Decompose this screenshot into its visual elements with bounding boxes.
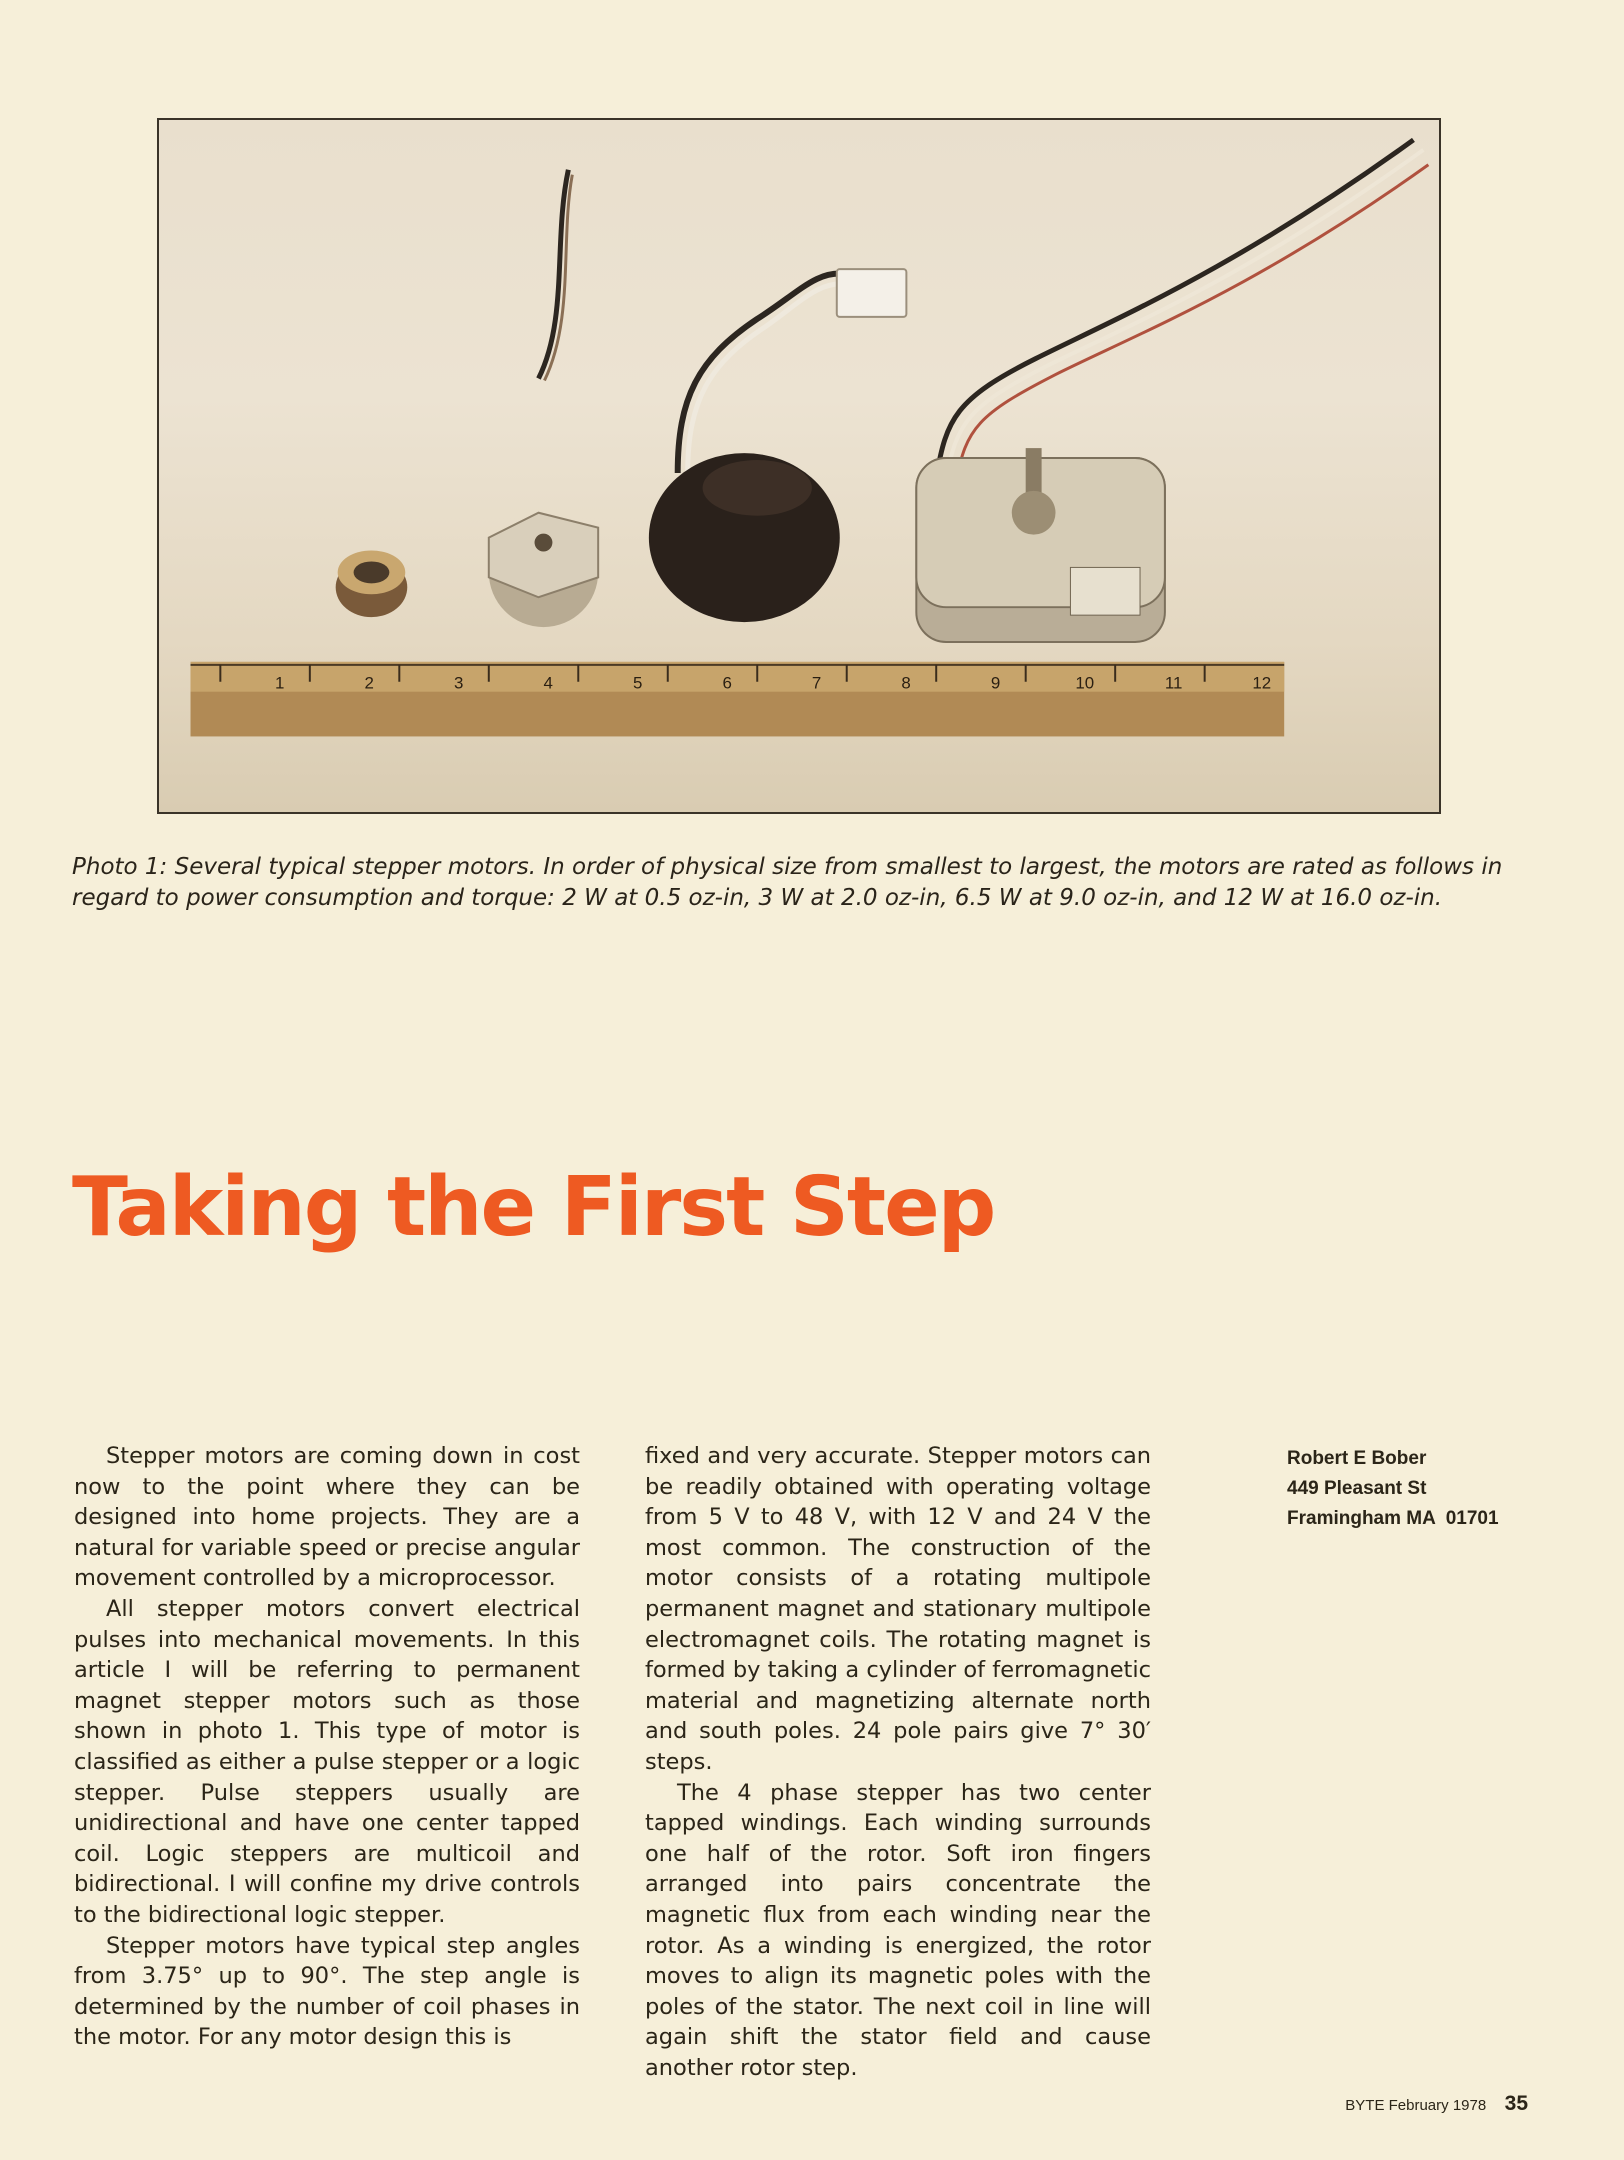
paragraph: All stepper motors convert electrical pulses into mechanical movements. In this article I will be referring to permanent magnet stepper motors such as those shown in photo 1. This type of motor is classified as either a pulse stepper or a logic stepper. Pulse steppers usually are unidirectional and have one center tapped coil. Logic steppers are multicoil and bidirectional. I will confine my drive controls to the bidirectional logic stepper. [74, 1595, 580, 1928]
photo-caption: Photo 1: Several typical stepper motors. In order of physical size from smallest to largest, the motors are rated as follows in regard to power consumption and torque: 2 W at 0.5 oz-in, 3 W at 2.0 oz-in, 6.5 W at 9.0 oz-in, and 12 W at 16.0 oz-in. [72, 854, 1503, 911]
article-column-2 [645, 1441, 1151, 2083]
ruler-number: 10 [1075, 673, 1095, 693]
author-city: Framingham MA 01701 [1287, 1508, 1499, 1529]
page-footer [1345, 2092, 1528, 2116]
ruler-number: 5 [632, 673, 643, 693]
photo-stepper-motors [157, 118, 1441, 814]
ruler-number: 3 [453, 673, 464, 693]
paragraph: The 4 phase stepper has two center tapped windings. Each winding surrounds one half of the rotor. Soft iron fingers arranged into pairs concentrate the magnetic flux from each winding near the rotor. As a winding is energized, the rotor moves to align its magnetic poles with the poles of the stator. The next coil in line will again shift the stator field and cause another rotor step. [645, 1779, 1151, 2081]
article-column-1 [74, 1441, 580, 2053]
ruler-number: 4 [543, 673, 553, 693]
article-title: Taking the First Step [72, 1160, 995, 1255]
author-block [1287, 1444, 1499, 1534]
paragraph: Stepper motors have typical step angles from 3.75° up to 90°. The step angle is determined by the number of coil phases in the motor. For any motor design this is [74, 1932, 580, 2051]
author-street: 449 Pleasant St [1287, 1478, 1427, 1499]
ruler-number: 2 [364, 673, 374, 693]
ruler-number: 1 [275, 673, 285, 693]
magazine-issue: BYTE February 1978 [1345, 2097, 1487, 2114]
ruler-number: 12 [1252, 673, 1272, 693]
ruler-number: 8 [901, 673, 911, 693]
page-number: 35 [1504, 2092, 1528, 2115]
paragraph: fixed and very accurate. Stepper motors can be readily obtained with operating voltage from 5 V to 48 V, with 12 V and 24 V the most common. The construction of the motor consists of a rotating multipole permanent magnet and stationary multipole electromagnet coils. The rotating magnet is formed by taking a cylinder of ferromagnetic material and magnetizing alternate north and south poles. 24 pole pairs give 7° 30′ steps. [645, 1443, 1151, 1775]
ruler-number: 9 [990, 673, 1001, 693]
paragraph: Stepper motors are coming down in cost now to the point where they can be designed into home projects. They are a natural for variable speed or precise angular movement controlled by a microprocessor. [74, 1443, 580, 1592]
ruler-number: 6 [722, 673, 732, 693]
ruler-number: 7 [811, 673, 822, 693]
ruler-number: 11 [1164, 673, 1183, 693]
stepper-motors-illustration [159, 120, 1439, 812]
author-name: Robert E Bober [1287, 1448, 1427, 1469]
